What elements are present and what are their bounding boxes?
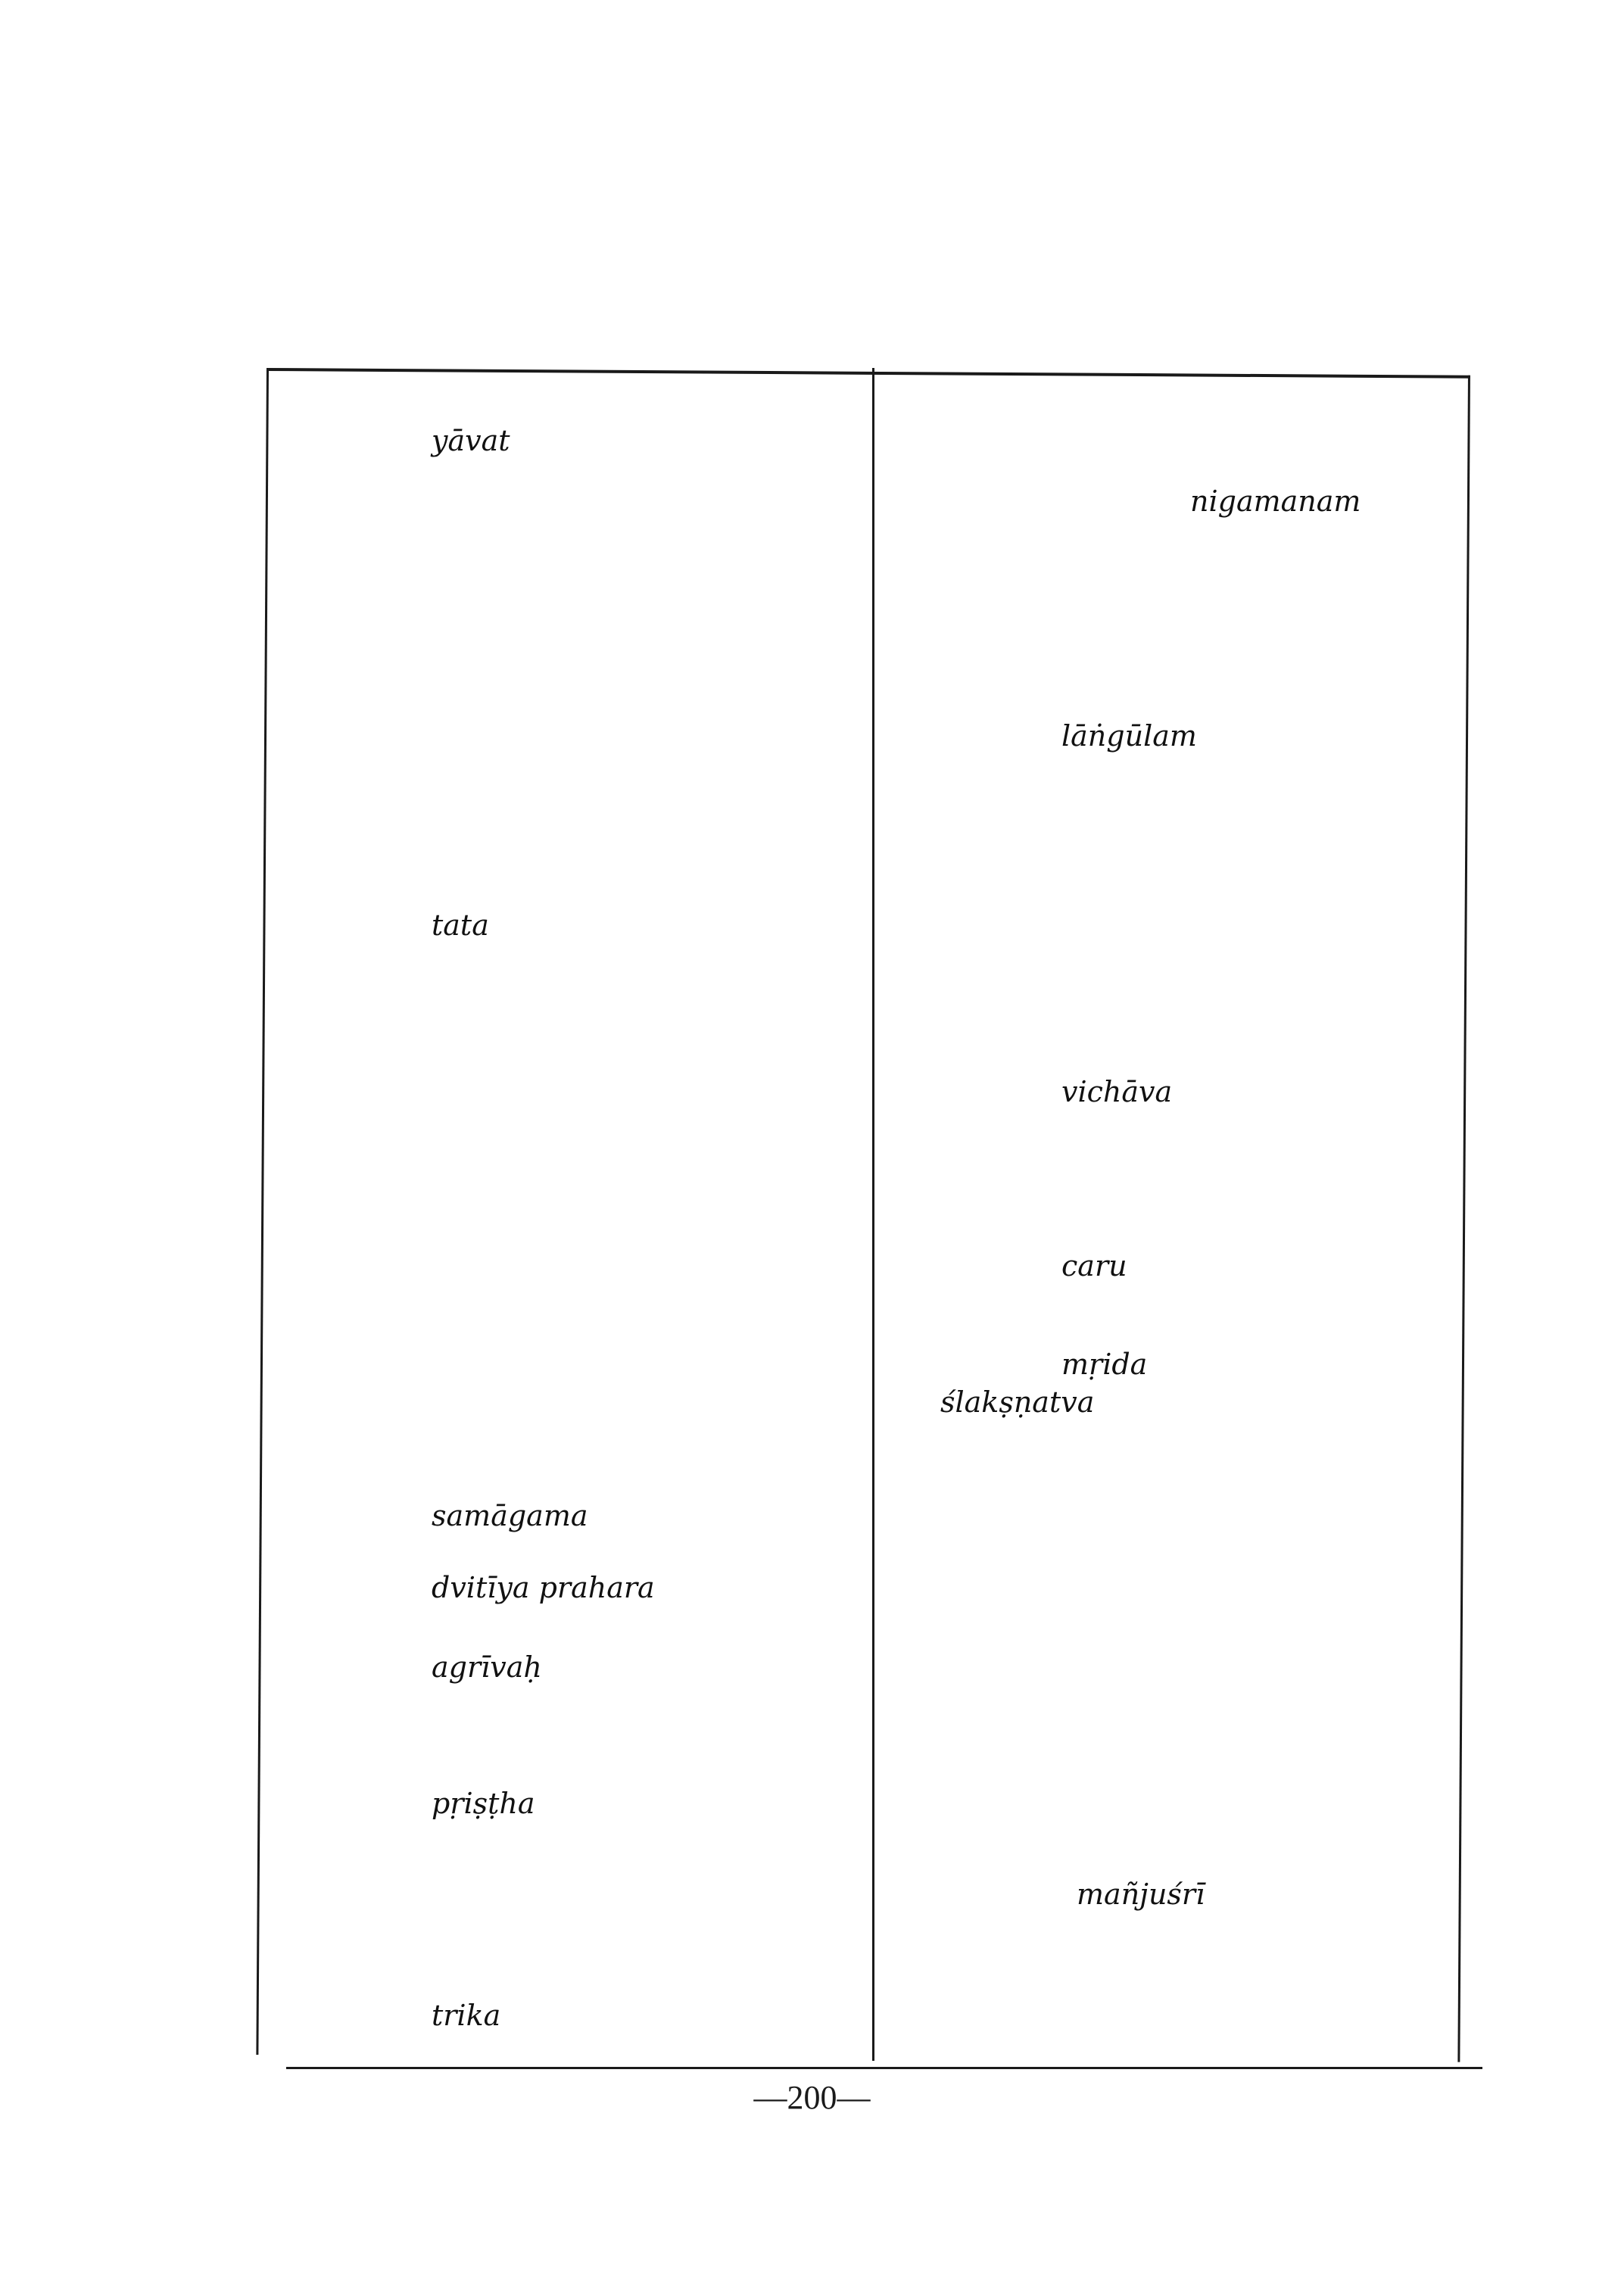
dictionary-entry: [288, 909, 863, 942]
page-number: —200—: [753, 2079, 871, 2116]
dictionary-entry: [288, 1571, 863, 1604]
sanskrit-term: pṛiṣṭha: [432, 1787, 535, 1820]
sanskrit-term: nigamanam: [1190, 485, 1361, 518]
sanskrit-term: mañjuśrī: [1077, 1878, 1205, 1911]
right-column: [887, 394, 1463, 2052]
column-divider: [872, 368, 874, 2061]
dictionary-entry: [887, 1348, 1463, 1381]
sanskrit-term: dvitīya prahara: [432, 1571, 655, 1604]
sanskrit-term: agrīvaḥ: [432, 1650, 542, 1684]
bottom-rule: [286, 2067, 1482, 2069]
sanskrit-term: lāṅgūlam: [1061, 719, 1197, 753]
sanskrit-term: samāgama: [432, 1499, 588, 1532]
sanskrit-term: tata: [432, 909, 489, 942]
dictionary-entry: [288, 1499, 863, 1532]
dictionary-entry: [288, 424, 863, 457]
dictionary-entry: [288, 1999, 863, 2032]
dictionary-entry: [887, 1385, 1463, 1419]
dictionary-entry: [288, 1650, 863, 1684]
dictionary-entry: [887, 1249, 1463, 1283]
sanskrit-term: trika: [432, 1999, 501, 2032]
sanskrit-term: ślakṣṇatva: [940, 1385, 1095, 1419]
left-column: [288, 394, 863, 2052]
sanskrit-term: yāvat: [432, 424, 510, 457]
dictionary-entry: [887, 719, 1463, 753]
sanskrit-term: vichāva: [1061, 1075, 1173, 1108]
sanskrit-term: caru: [1061, 1249, 1127, 1283]
dictionary-entry: [887, 485, 1463, 518]
dictionary-entry: [887, 1878, 1463, 1911]
dictionary-entry: [887, 1075, 1463, 1108]
sanskrit-term: mṛida: [1061, 1348, 1148, 1381]
dictionary-entry: [288, 1787, 863, 1820]
